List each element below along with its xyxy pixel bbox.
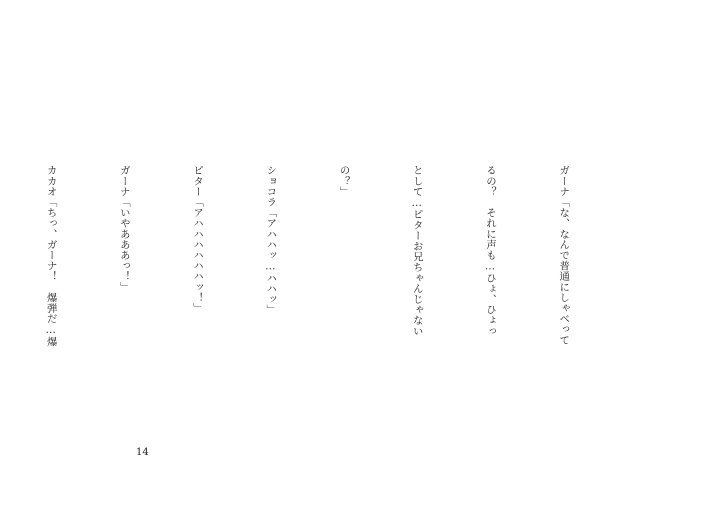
text-line: として…ピターお兄ちゃんじゃない [410,165,423,337]
text-line: るの？ それに声も…ひょ、ひょっ [483,165,496,337]
page-number: 14 [136,447,149,458]
text-line: ショコラ「アハハッ…ハハッ」 [264,165,277,315]
text-line: ガーナ「な、なんで普通にしゃべって [557,165,570,346]
text-line: ピター「アハハハハハハッ！」 [191,165,204,314]
text-line: の？」 [337,165,350,197]
text-line: カカオ「ちっ、ガーナ！ 爆弾だ…爆 [44,165,57,347]
vertical-text-block [0,165,624,405]
text-line: ガーナ「いやあああっ！」 [117,165,130,293]
